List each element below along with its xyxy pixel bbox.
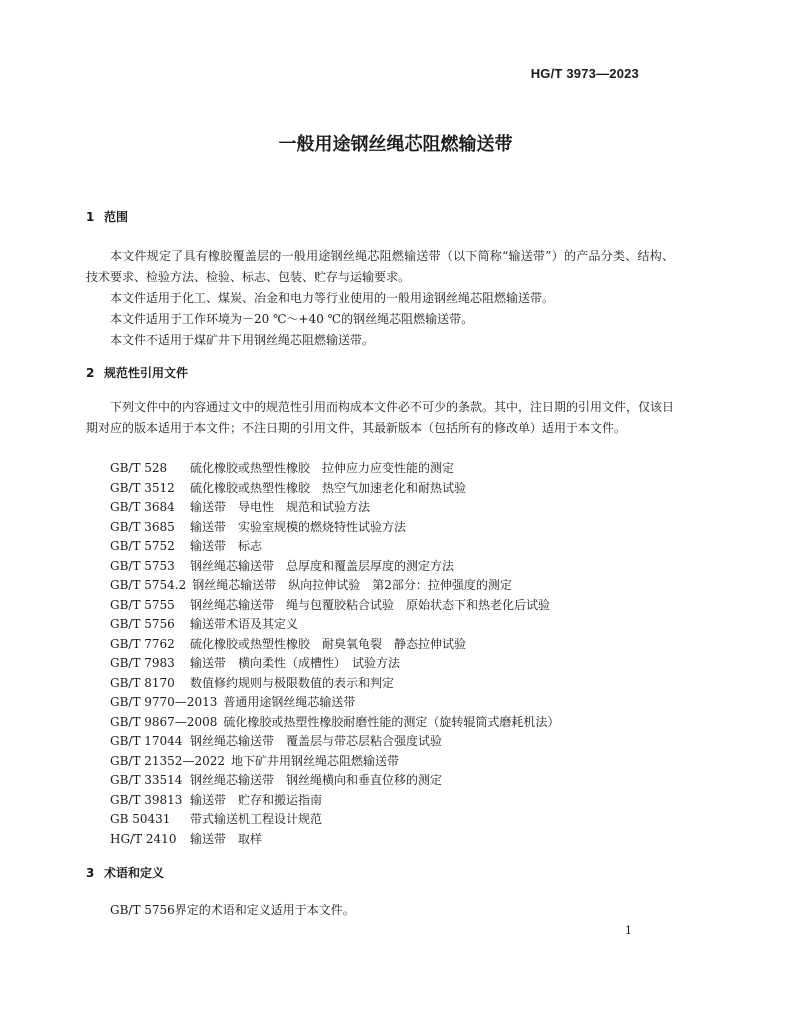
section-2-number: 2 — [86, 366, 95, 380]
reference-title: 钢丝绳芯输送带 纵向拉伸试验 第2部分：拉伸强度的测定 — [192, 578, 512, 592]
reference-title: 输送带 取样 — [190, 831, 263, 846]
section-1-paragraph-1: 本文件规定了具有橡胶覆盖层的一般用途钢丝绳芯阻燃输送带（以下简称“输送带”）的产品分类、结构、技术要求、检验方法、检验、标志、包装、贮存与运输要求。 — [86, 249, 674, 284]
normative-references-list — [110, 459, 559, 849]
section-3-number: 3 — [86, 866, 95, 880]
section-1-paragraph-4: 本文件不适用于煤矿井下用钢丝绳芯阻燃输送带。 — [110, 333, 375, 347]
reference-item — [110, 459, 559, 479]
reference-title: 输送带 贮存和搬运指南 — [190, 792, 323, 807]
reference-item — [110, 830, 559, 850]
reference-code: GB/T 17044 — [110, 734, 183, 748]
reference-code: GB/T 8170 — [110, 675, 175, 690]
section-3-title: 术语和定义 — [104, 866, 165, 880]
reference-code: GB/T 39813 — [110, 792, 183, 807]
reference-title: 钢丝绳芯输送带 绳与包覆胶粘合试验 原始状态下和热老化后试验 — [190, 597, 551, 612]
reference-code: GB/T 5752 — [110, 539, 175, 553]
reference-code: GB/T 3684 — [110, 500, 175, 514]
reference-title: 钢丝绳芯输送带 钢丝绳横向和垂直位移的测定 — [190, 773, 443, 787]
reference-item — [110, 693, 559, 713]
reference-item — [110, 752, 559, 772]
reference-title: 钢丝绳芯输送带 覆盖层与带芯层粘合强度试验 — [190, 734, 443, 748]
section-3-paragraph-1: GB/T 5756界定的术语和定义适用于本文件。 — [110, 903, 355, 917]
reference-code: GB/T 9867—2008 — [110, 714, 218, 729]
section-2-title: 规范性引用文件 — [104, 366, 189, 380]
reference-title: 输送带 实验室规模的燃烧特性试验方法 — [190, 519, 407, 534]
reference-title: 带式输送机工程设计规范 — [190, 812, 323, 826]
reference-title: 输送带 导电性 规范和试验方法 — [190, 500, 371, 514]
standard-code: HG/T 3973—2023 — [530, 66, 639, 81]
reference-item — [110, 732, 559, 752]
section-1-number: 1 — [86, 210, 95, 224]
reference-title: 硫化橡胶或热塑性橡胶耐磨性能的测定（旋转辊筒式磨耗机法） — [223, 714, 560, 729]
reference-code: HG/T 2410 — [110, 831, 177, 846]
reference-item — [110, 654, 559, 674]
reference-title: 硫化橡胶或热塑性橡胶 耐臭氧龟裂 静态拉伸试验 — [190, 636, 467, 651]
reference-item — [110, 674, 559, 694]
section-1-heading — [86, 208, 128, 225]
reference-title: 普通用途钢丝绳芯输送带 — [223, 695, 356, 709]
section-3-heading — [86, 864, 164, 881]
document-title: 一般用途钢丝绳芯阻燃输送带 — [278, 134, 513, 155]
reference-title: 输送带 横向柔性（成槽性） 试验方法 — [190, 656, 401, 670]
section-1-paragraph-3: 本文件适用于工作环境为－20 ℃～+40 ℃的钢丝绳芯阻燃输送带。 — [110, 312, 474, 326]
reference-code: GB/T 33514 — [110, 773, 183, 787]
reference-code: GB 50431 — [110, 812, 171, 826]
reference-title: 输送带 标志 — [190, 539, 263, 553]
reference-item — [110, 518, 559, 538]
reference-item — [110, 771, 559, 791]
reference-title: 钢丝绳芯输送带 总厚度和覆盖层厚度的测定方法 — [190, 558, 455, 573]
reference-item — [110, 596, 559, 616]
reference-item — [110, 635, 559, 655]
section-1-title: 范围 — [104, 210, 129, 224]
reference-item — [110, 576, 559, 596]
reference-code: GB/T 7983 — [110, 656, 175, 670]
reference-code: GB/T 528 — [110, 461, 168, 475]
reference-title: 硫化橡胶或热塑性橡胶 拉伸应力应变性能的测定 — [190, 461, 455, 475]
reference-code: GB/T 5754.2 — [110, 578, 187, 592]
section-2-intro: 下列文件中的内容通过文中的规范性引用而构成本文件必不可少的条款。其中，注日期的引用文件，仅该日期对应的版本适用于本文件；不注日期的引用文件，其最新版本（包括所有的修改单）适用于本文件。 — [86, 400, 675, 435]
reference-title: 硫化橡胶或热塑性橡胶 热空气加速老化和耐热试验 — [190, 480, 467, 495]
reference-item — [110, 615, 559, 635]
reference-title: 地下矿井用钢丝绳芯阻燃输送带 — [230, 753, 399, 768]
reference-code: GB/T 3685 — [110, 519, 175, 534]
reference-code: GB/T 7762 — [110, 636, 175, 651]
section-1-paragraph-2: 本文件适用于化工、煤炭、冶金和电力等行业使用的一般用途钢丝绳芯阻燃输送带。 — [110, 291, 555, 305]
reference-item — [110, 791, 559, 811]
reference-item — [110, 498, 559, 518]
page-number: 1 — [625, 924, 632, 937]
reference-code: GB/T 5755 — [110, 597, 175, 612]
reference-item — [110, 557, 559, 577]
reference-title: 输送带术语及其定义 — [190, 617, 299, 631]
reference-item — [110, 479, 559, 499]
reference-item — [110, 537, 559, 557]
reference-code: GB/T 5756 — [110, 617, 175, 631]
section-2-heading — [86, 364, 188, 381]
reference-code: GB/T 3512 — [110, 480, 175, 495]
reference-title: 数值修约规则与极限数值的表示和判定 — [190, 675, 395, 690]
reference-code: GB/T 21352—2022 — [110, 753, 225, 768]
reference-item — [110, 713, 559, 733]
reference-code: GB/T 9770—2013 — [110, 695, 218, 709]
reference-code: GB/T 5753 — [110, 558, 175, 573]
reference-item — [110, 810, 559, 830]
